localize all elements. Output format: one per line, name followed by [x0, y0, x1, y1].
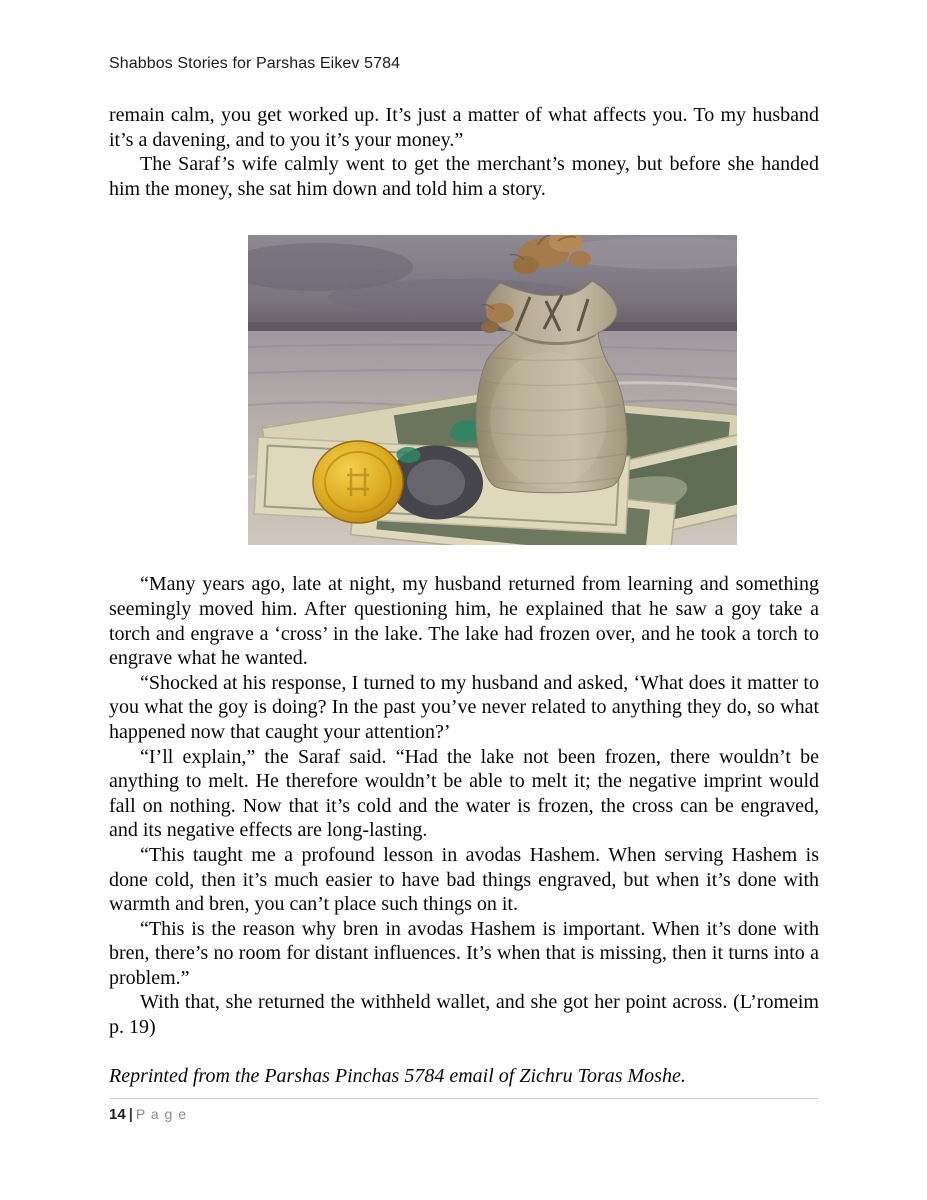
paragraph: With that, she returned the withheld wallet, and she got her point across. (L’romeim p. 19)	[109, 991, 819, 1039]
gold-coin	[313, 441, 403, 523]
page-footer	[109, 1098, 819, 1123]
reprint-attribution: Reprinted from the Parshas Pinchas 5784 email of Zichru Toras Moshe.	[109, 1064, 686, 1087]
paragraph: “This taught me a profound lesson in avodas Hashem. When serving Hashem is done cold, then it’s much easier to have bad things engraved, but when it’s done with warmth and bren, you can’t place such things on it.	[109, 843, 819, 916]
paragraph: “Many years ago, late at night, my husband returned from learning and something seemingly moved him. After questioning him, he explained that he saw a goy take a torch and engrave a ‘cross’ in the lake. The lake had frozen over, and he took a torch to engrave what he wanted.	[109, 573, 819, 670]
page-number: 14	[109, 1106, 126, 1123]
article-body	[109, 103, 819, 1088]
header-title: Shabbos Stories for Parshas Eikev 5784	[109, 55, 401, 72]
paragraph: The Saraf’s wife calmly went to get the merchant’s money, but before she handed him the money, she sat him down and told him a story.	[109, 153, 819, 200]
money-bag-photo-graphic	[248, 235, 737, 545]
paragraph: “I’ll explain,” the Saraf said. “Had the lake not been frozen, there wouldn’t be anything to melt. He therefore wouldn’t be able to melt it; the negative imprint would fall on nothing. Now that it’s cold and the water is frozen, the cross can be engraved, and its negative effects are long-lasting.	[109, 745, 819, 842]
paragraph: “Shocked at his response, I turned to my husband and asked, ‘What does it matter to you what the goy is doing? In the past you’ve never related to anything they do, so what happened now that caught your attention?’	[109, 671, 819, 743]
page-label: P a g e	[135, 1106, 188, 1122]
paragraph: “This is the reason why bren in avodas Hashem is important. When it’s done with bren, there’s no room for distant influences. It’s when that is missing, then it turns into a problem.”	[109, 917, 819, 989]
paragraph: remain calm, you get worked up. It’s just a matter of what affects you. To my husband it’s a davening, and to you it’s your money.”	[109, 104, 819, 151]
footer-separator: |	[128, 1106, 133, 1123]
page-header	[109, 55, 400, 73]
money-bag-photo	[248, 235, 737, 545]
